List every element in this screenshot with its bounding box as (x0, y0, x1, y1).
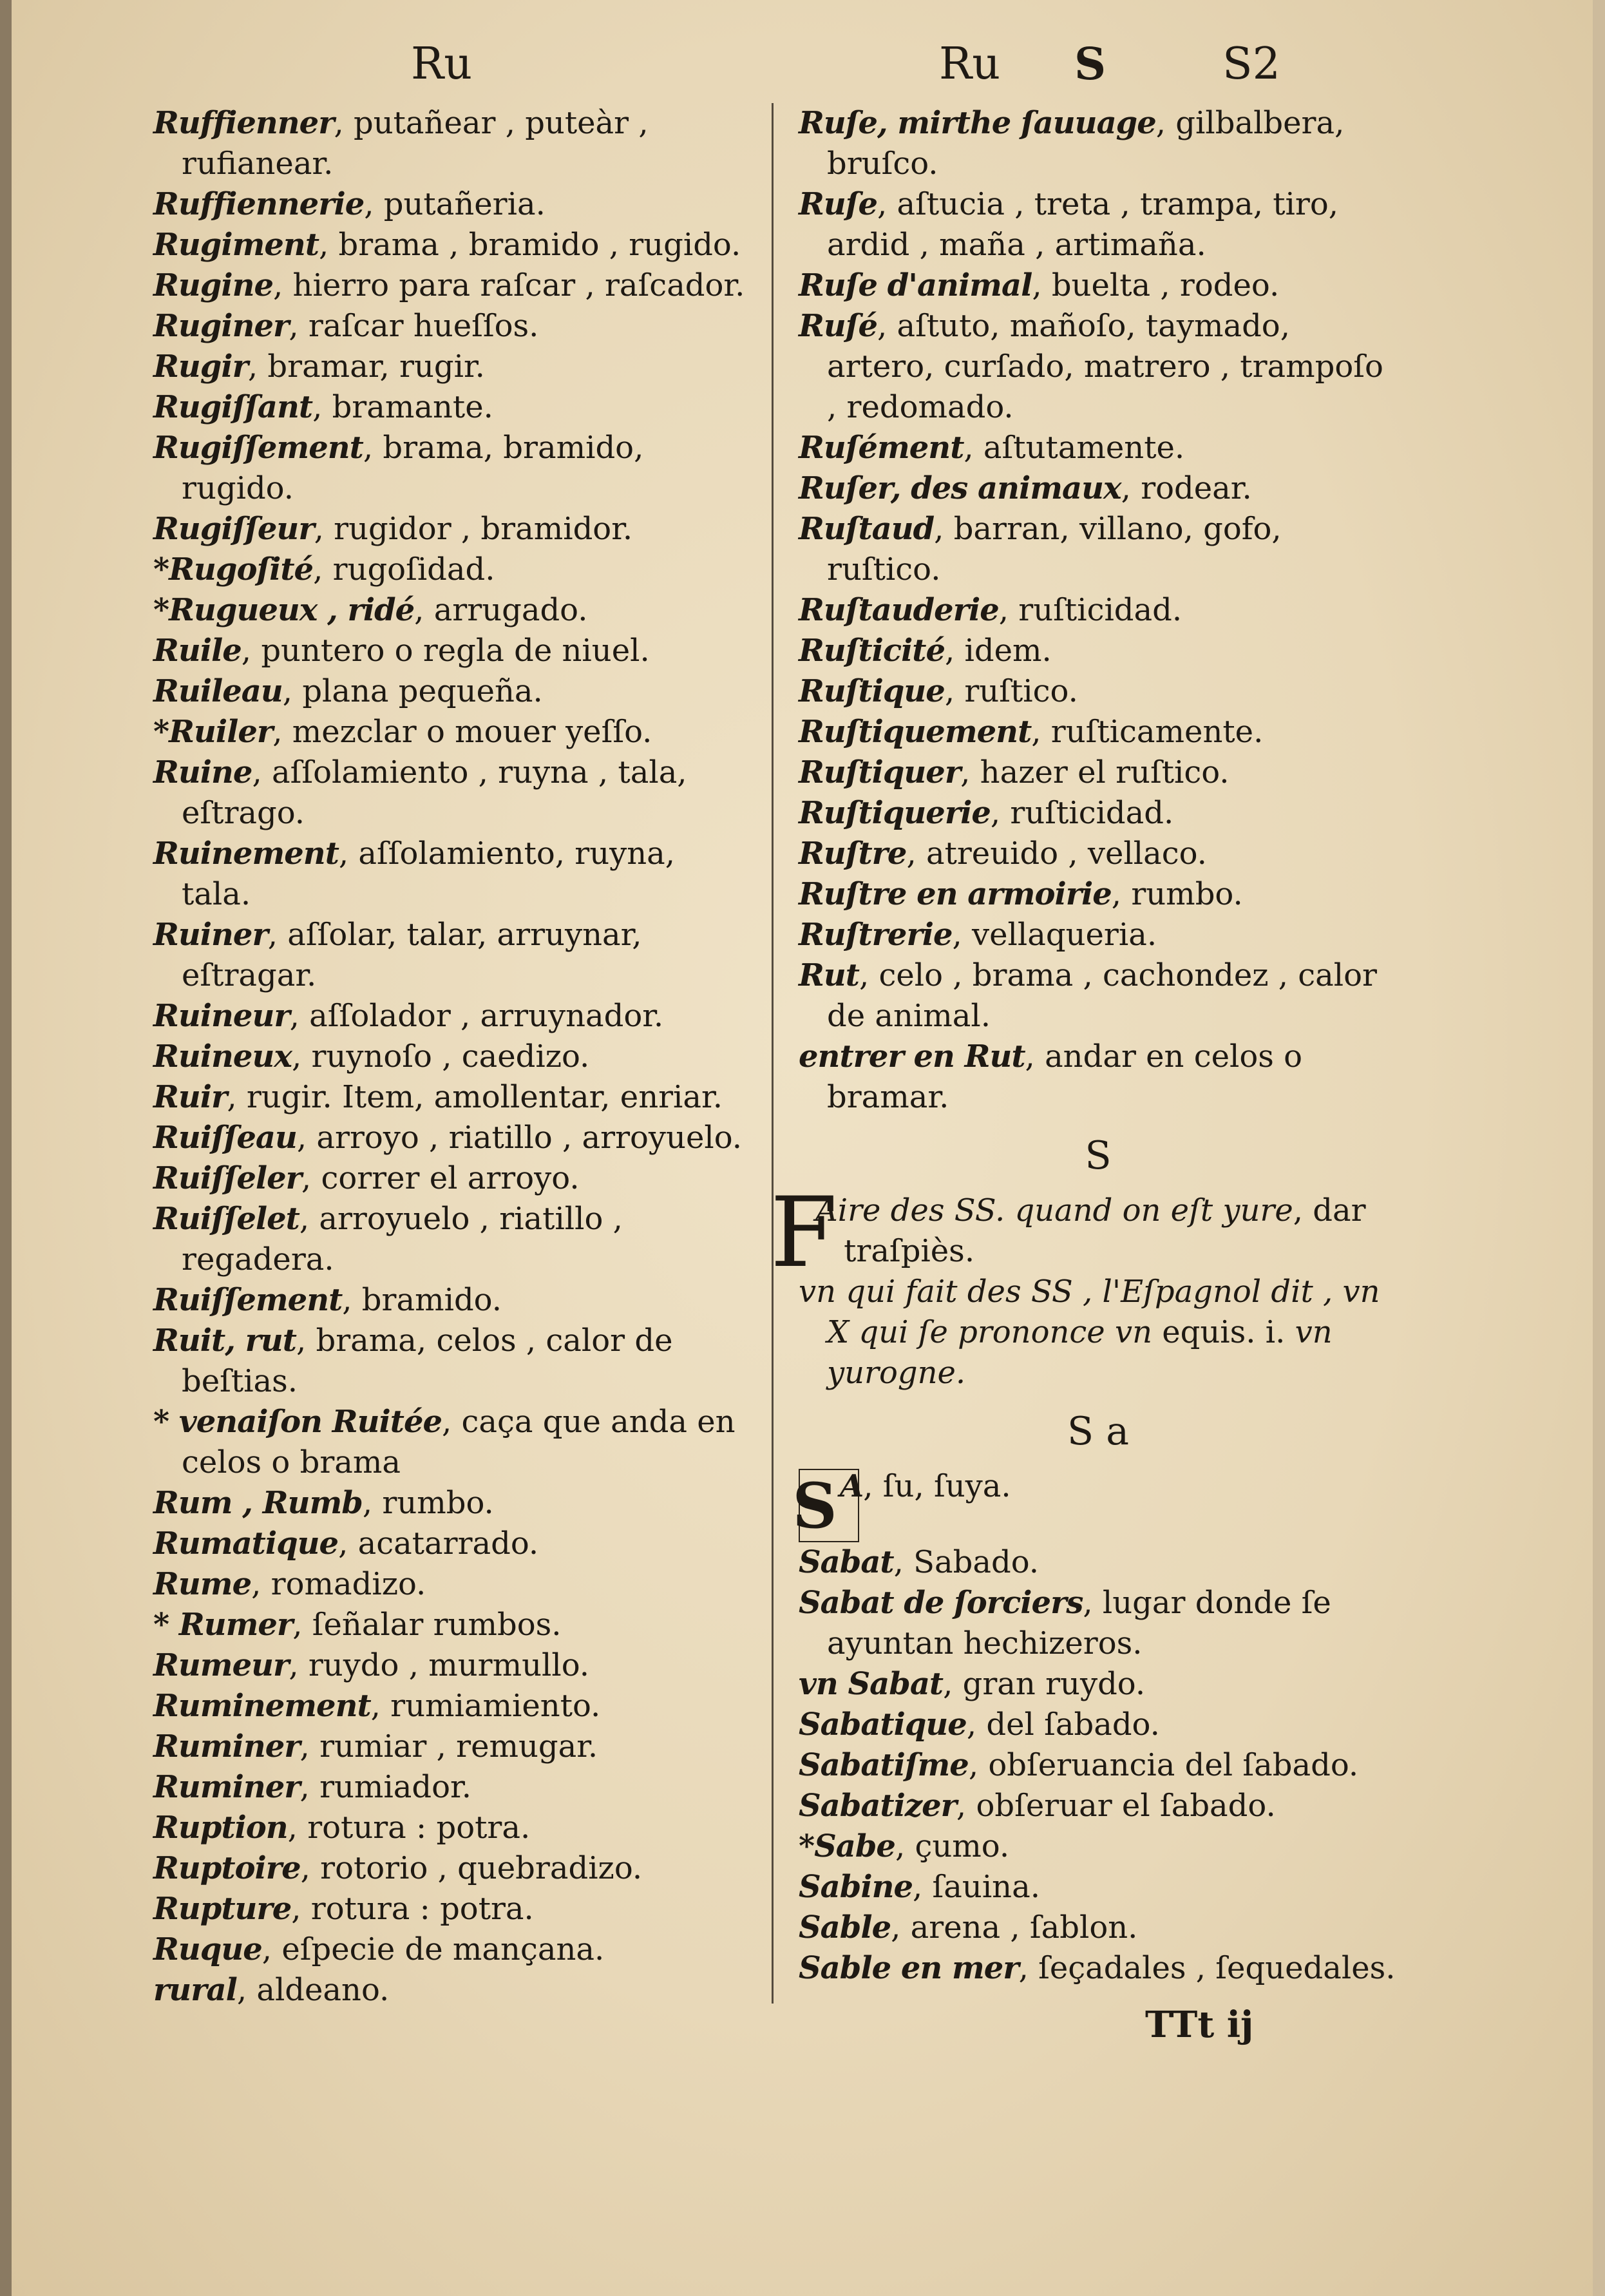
entry-gloss: , brama , bramido , rugido. (318, 227, 741, 263)
entry-headword: Ruque (153, 1931, 262, 1967)
entry-gloss: , aſſolamiento , ruyna , tala, eſtrago. (182, 754, 687, 831)
dictionary-entry (799, 1867, 1398, 1908)
entry-gloss: , aſtutamente. (964, 430, 1185, 466)
entry-headword: Ruptoire (153, 1850, 301, 1886)
running-head-right: Ru (939, 39, 1000, 90)
entry-gloss: , aſſolador , arruynador. (289, 998, 664, 1034)
entry-text-italic: vn qui fait des SS , l'Eſpagnol dit , vn X (799, 1274, 1380, 1350)
dictionary-entry (799, 1745, 1398, 1786)
dictionary-entry (799, 265, 1398, 306)
entry-gloss: , romadizo. (251, 1566, 426, 1602)
dictionary-entry (799, 1786, 1398, 1826)
drop-initial: F (770, 1177, 838, 1289)
entry-headword: Aire des SS. quand on eſt yure (815, 1192, 1293, 1229)
dictionary-entry (153, 509, 752, 550)
entry-gloss: , rumbo. (362, 1485, 494, 1521)
entry-headword: Ruineux (153, 1038, 292, 1075)
entry-gloss: , ſeñalar rumbos. (292, 1607, 562, 1643)
dictionary-entry (153, 671, 752, 712)
entry-headword: Ruiſſeau (153, 1120, 297, 1156)
entry-headword: Sabat de ſorciers (799, 1585, 1083, 1621)
dictionary-entry (153, 1483, 752, 1524)
entry-gloss: , rotorio , quebradizo. (300, 1850, 643, 1886)
running-head-left: Ru (411, 39, 472, 90)
entry-gloss: , hazer el ruſtico. (960, 754, 1230, 790)
entry-gloss: , ruſticidad. (990, 795, 1174, 831)
entry-headword: Ruminer (153, 1769, 300, 1805)
entry-headword: Sabine (799, 1869, 913, 1905)
entry-headword: Rupture (153, 1891, 292, 1927)
dictionary-entry (799, 1664, 1398, 1705)
entry-gloss: , çumo. (895, 1828, 1010, 1864)
entry-gloss: , plana pequeña. (282, 673, 543, 709)
dictionary-entry (799, 103, 1398, 184)
entry-headword: Ruſtaud (799, 511, 935, 547)
entry-headword: Ruffienner (153, 105, 334, 141)
entry-gloss: , rugir. Item, amollentar, enriar. (227, 1079, 723, 1115)
entry-gloss: , rumbo. (1111, 876, 1243, 912)
dictionary-entry (799, 1948, 1398, 1989)
dictionary-entry (799, 834, 1398, 874)
dictionary-entry (799, 184, 1398, 265)
entry-headword: Rugine (153, 267, 274, 303)
dictionary-entry (153, 1280, 752, 1321)
dictionary-entry (799, 1908, 1398, 1948)
entry-text-italic: qui ſe prononce vn (849, 1314, 1152, 1350)
entry-headword: *Rugoſité (153, 551, 314, 588)
dictionary-entry (799, 1705, 1398, 1745)
book-gutter (0, 0, 12, 2296)
entry-gloss: , ruynoſo , caedizo. (291, 1038, 590, 1075)
entry-headword: Rugir (153, 349, 248, 385)
entry-headword: Ruir (153, 1079, 227, 1115)
entry-headword: Ruginer (153, 308, 289, 344)
dictionary-entry (153, 1564, 752, 1605)
entry-headword: Rume (153, 1566, 252, 1602)
entry-gloss: , brama, celos , calor de beſtias. (182, 1323, 673, 1399)
entry-headword: Rut (799, 957, 859, 993)
dictionary-page (12, 0, 1593, 2296)
entry-headword: Rugiſſement (153, 430, 363, 466)
dictionary-entry (153, 1970, 752, 2011)
entry-sa (792, 1466, 1398, 1542)
section-heading-sa: S a (1067, 1409, 1129, 1454)
dictionary-entry (799, 874, 1398, 915)
dictionary-entry (153, 184, 752, 225)
dictionary-entry (153, 752, 752, 834)
dictionary-entry (153, 1645, 752, 1686)
left-column (153, 103, 752, 2011)
entry-headword: Sabatiſme (799, 1747, 969, 1783)
dictionary-entry (153, 1808, 752, 1848)
entry-gloss: , Sabado. (893, 1544, 1040, 1580)
entries-ru (799, 103, 1398, 1118)
entry-headword: Rumeur (153, 1647, 289, 1683)
entry-headword: Ruſtre en armoirie (799, 876, 1112, 912)
dictionary-entry (153, 1118, 752, 1158)
dictionary-entry (153, 306, 752, 347)
entry-headword: Ruit, rut (153, 1323, 296, 1359)
entry-headword: Ruiſſeler (153, 1160, 301, 1196)
entry-gloss: , hierro para raſcar , raſcador. (273, 267, 745, 303)
entry-headword: Ruſe, mirthe ſauuage (799, 105, 1156, 141)
entry-gloss: , rotura : potra. (287, 1810, 531, 1846)
entry-headword: Ruminement (153, 1688, 371, 1724)
dictionary-entry (153, 103, 752, 184)
entry-gloss: , vellaqueria. (952, 917, 1157, 953)
entry-headword: Ruiner (153, 917, 268, 953)
entry-headword: Ruſticité (799, 633, 945, 669)
entry-gloss: , puntero o regla de niuel. (241, 633, 650, 669)
dictionary-entry (799, 1037, 1398, 1118)
dictionary-entry (153, 590, 752, 631)
entry-headword: Ruffiennerie (153, 186, 365, 222)
entry-gloss: , celo , brama , cachondez , calor de animal. (827, 957, 1377, 1034)
entry-gloss: , aſtuto, mañoſo, taymado, artero, curſado, matrero , trampoſo , redomado. (827, 308, 1383, 425)
entry-gloss: , ruſtico. (944, 673, 1078, 709)
entry-gloss: , arroyuelo , riatillo , regadera. (182, 1201, 623, 1277)
dictionary-entry (153, 996, 752, 1037)
entry-gloss: , bramido. (342, 1282, 502, 1318)
entry-headword: Rugiment (153, 227, 319, 263)
entry-gloss: , ruſticidad. (998, 592, 1182, 628)
dictionary-entry (153, 712, 752, 752)
entry-headword: *Ruiler (153, 714, 273, 750)
dictionary-entry (153, 347, 752, 387)
entry-headword: Ruſtrerie (799, 917, 953, 953)
entry-headword: entrer en Rut (799, 1038, 1025, 1075)
dictionary-entry (799, 671, 1398, 712)
entry-headword: Ruſément (799, 430, 964, 466)
dictionary-entry (153, 387, 752, 428)
dictionary-entry (799, 428, 1398, 468)
entry-gloss: , aldeano. (236, 1972, 390, 2008)
entry-gloss: , rugidor , bramidor. (314, 511, 633, 547)
entry-headword: Ruſtre (799, 836, 907, 872)
ornamental-initial: S (799, 1469, 859, 1542)
entry-gloss: , ſu, ſuya. (863, 1468, 1011, 1504)
entry-headword: Rugiſſant (153, 389, 313, 425)
entry-headword: Ruiſſelet (153, 1201, 299, 1237)
dictionary-entry (153, 1686, 752, 1727)
entry-gloss: , rumiar , remugar. (299, 1728, 598, 1765)
dictionary-entry (153, 1605, 752, 1645)
dictionary-entry (799, 955, 1398, 1037)
dictionary-entry (799, 509, 1398, 590)
dictionary-entry (153, 225, 752, 265)
entry-headword: rural (153, 1972, 237, 2008)
entry-gloss: , eſpecie de mançana. (261, 1931, 605, 1967)
column-rule (772, 103, 774, 2004)
entry-text-italic: vn yurogne. (827, 1314, 1333, 1391)
dictionary-entry (153, 1848, 752, 1889)
entry-headword: * Rumer (153, 1607, 293, 1643)
entry-gloss: , andar en celos o bramar. (827, 1038, 1303, 1115)
entry-headword: Ruſtauderie (799, 592, 999, 628)
entry-headword: Ruinement (153, 836, 339, 872)
entry-headword: Ruminer (153, 1728, 300, 1765)
entry-headword: Sabatique (799, 1707, 967, 1743)
dictionary-entry (153, 1199, 752, 1280)
entry-gloss: , aſſolar, talar, arruynar, eſtragar. (182, 917, 642, 993)
entry-headword: Sabatizer (799, 1788, 956, 1824)
entry-headword: Rum , Rumb (153, 1485, 363, 1521)
dictionary-entry (799, 1826, 1398, 1867)
dictionary-entry (153, 1402, 752, 1483)
entry-gloss: , buelta , rodeo. (1032, 267, 1280, 303)
entry-gloss: , obſeruancia del ſabado. (968, 1747, 1359, 1783)
dictionary-entry (799, 631, 1398, 671)
entry-text: equis. i. (1152, 1314, 1286, 1350)
entry-gloss: , ſeçadales , ſequedales. (1018, 1950, 1396, 1986)
entry-headword: Ruile (153, 633, 242, 669)
entry-headword: * venaiſon Ruitée (153, 1404, 442, 1440)
entry-headword: Sable en mer (799, 1950, 1019, 1986)
entry-gloss: , aſtucia , treta , trampa, tiro, ardid , maña , artimaña. (827, 186, 1338, 263)
dictionary-entry (153, 1767, 752, 1808)
entry-gloss: , putañeria. (364, 186, 546, 222)
dictionary-entry (153, 1077, 752, 1118)
entry-headword: Sable (799, 1909, 891, 1946)
entry-gloss: , acatarrado. (338, 1526, 539, 1562)
entry-gloss: , bramar, rugir. (247, 349, 485, 385)
dictionary-entry (153, 1889, 752, 1929)
entry-gloss: , atreuido , vellaco. (906, 836, 1207, 872)
entry-gloss: , arena , ſablon. (891, 1909, 1138, 1946)
dictionary-entry (153, 428, 752, 509)
dictionary-entry (799, 712, 1398, 752)
dictionary-entry (799, 915, 1398, 955)
entry-headword: Ruſtiquement (799, 714, 1032, 750)
dictionary-entry (799, 793, 1398, 834)
entry-gloss: , bramante. (312, 389, 493, 425)
entry-headword: Ruſer, des animaux (799, 470, 1121, 506)
entry-headword: Ruſtique (799, 673, 945, 709)
entry-gloss: , dar traſpiès. (844, 1192, 1366, 1269)
entry-gloss: , lugar donde ſe ayuntan hechizeros. (827, 1585, 1331, 1661)
entry-headword: Ruiſſement (153, 1282, 343, 1318)
entry-headword: Ruſtiquer (799, 754, 961, 790)
entry-headword: Ruineur (153, 998, 290, 1034)
dictionary-entry (153, 1929, 752, 1970)
entry-headword: Rugiſſeur (153, 511, 314, 547)
dictionary-entry (799, 306, 1398, 428)
catchword-glyph: S (1074, 39, 1106, 90)
folio-number: S2 (1222, 39, 1280, 90)
signature-mark: TTt ij (1145, 2004, 1254, 2046)
entry-gloss: , putañear , puteàr , rufianear. (182, 105, 649, 182)
entry-gloss: , rumiador. (299, 1769, 471, 1805)
entry-headword: Ruine (153, 754, 252, 790)
entry-headword: vn Sabat (799, 1666, 944, 1702)
dictionary-entry (799, 1583, 1398, 1664)
entry-gloss: , rugoſidad. (313, 551, 495, 588)
dictionary-entry (153, 1524, 752, 1564)
entry-headword: Sabat (799, 1544, 894, 1580)
dictionary-entry (153, 631, 752, 671)
entry-gloss: , gran ruydo. (943, 1666, 1146, 1702)
dictionary-entry (153, 550, 752, 590)
entry-headword: Ruſe (799, 186, 877, 222)
entry-gloss: , ruſticamente. (1031, 714, 1264, 750)
entry-gloss: , brama, bramido, rugido. (182, 430, 644, 506)
entry-gloss: , rotura : potra. (291, 1891, 534, 1927)
entry-headword: Ruſtiquerie (799, 795, 991, 831)
entry-headword: Ruption (153, 1810, 288, 1846)
entry-gloss: , caça que anda en celos o brama (182, 1404, 736, 1480)
dictionary-entry (799, 468, 1398, 509)
dictionary-entry (799, 1542, 1398, 1583)
dictionary-entry (153, 1037, 752, 1077)
dictionary-entry (153, 834, 752, 915)
entry-gloss: , rumiamiento. (370, 1688, 601, 1724)
dictionary-entry (153, 1321, 752, 1402)
entry-headword: *Sabe (799, 1828, 895, 1864)
dictionary-entry (153, 1158, 752, 1199)
entry-gloss: , ſauina. (913, 1869, 1040, 1905)
dictionary-entry (153, 1727, 752, 1767)
dictionary-entry (799, 590, 1398, 631)
dictionary-entry (799, 752, 1398, 793)
entry-gloss: , rodear. (1121, 470, 1252, 506)
entry-gloss: , gilbalbera, bruſco. (827, 105, 1345, 182)
entry-faire-des-ss (770, 1177, 1398, 1289)
entry-gloss: , arrugado. (414, 592, 588, 628)
entries-sa (799, 1542, 1398, 1989)
dictionary-entry (153, 265, 752, 306)
entry-gloss: , ruydo , murmullo. (289, 1647, 590, 1683)
entry-headword: Ruſe d'animal (799, 267, 1032, 303)
entry-headword: Ruileau (153, 673, 283, 709)
entry-gloss: , del ſabado. (966, 1707, 1160, 1743)
entry-headword: *Rugueux , ridé (153, 592, 415, 628)
entry-vn-qui-fait (799, 1272, 1398, 1393)
entry-gloss: , arroyo , riatillo , arroyuelo. (296, 1120, 743, 1156)
entry-headword: Ruſé (799, 308, 877, 344)
entry-gloss: , aſſolamiento, ruyna, tala. (182, 836, 676, 912)
entry-gloss: , obſeruar el ſabado. (956, 1788, 1276, 1824)
entry-gloss: , mezclar o mouer yeſſo. (272, 714, 652, 750)
right-column (770, 103, 1398, 1989)
entry-headword: A (840, 1468, 864, 1504)
entry-gloss: , barran, villano, gofo, ruſtico. (827, 511, 1282, 588)
entry-headword: Rumatique (153, 1526, 339, 1562)
entry-gloss: , raſcar hueſſos. (289, 308, 539, 344)
section-heading-s: S (1085, 1133, 1112, 1178)
dictionary-entry (153, 915, 752, 996)
entry-gloss: , correr el arroyo. (301, 1160, 580, 1196)
entry-gloss: , idem. (945, 633, 1052, 669)
